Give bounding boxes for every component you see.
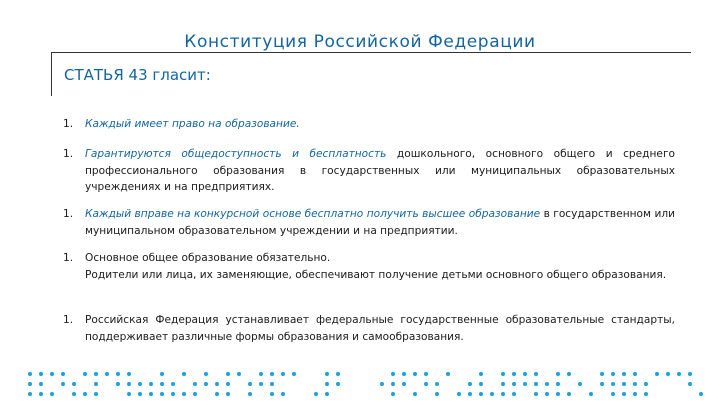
dot	[622, 392, 626, 396]
list-item	[63, 250, 675, 283]
dot	[556, 382, 560, 386]
dot	[182, 372, 186, 376]
dot	[149, 382, 153, 386]
dot	[534, 382, 538, 386]
item-text: дошкольного, основного общего и среднего профессионального образования в государственных или муниципальных образовательных учреждениях и на предприятиях.	[85, 148, 675, 193]
dot	[226, 372, 230, 376]
dot	[512, 392, 516, 396]
dot	[325, 382, 329, 386]
item-number: 1.	[63, 118, 74, 130]
dot	[523, 372, 527, 376]
dot	[424, 372, 428, 376]
dot	[28, 382, 32, 386]
item-highlight: Гарантируются общедоступность и бесплатность	[85, 148, 387, 160]
dot	[391, 392, 395, 396]
dot	[50, 372, 54, 376]
dot	[380, 382, 384, 386]
dot	[160, 372, 164, 376]
dot	[501, 382, 505, 386]
dot	[600, 382, 604, 386]
dot	[237, 372, 241, 376]
dot	[490, 392, 494, 396]
dot	[556, 372, 560, 376]
item-number: 1.	[63, 148, 74, 160]
dot	[116, 372, 120, 376]
dot	[61, 372, 65, 376]
dot	[314, 392, 318, 396]
dot	[611, 392, 615, 396]
dot	[402, 382, 406, 386]
dot	[182, 392, 186, 396]
dot	[534, 372, 538, 376]
dot	[259, 382, 263, 386]
dot	[578, 382, 582, 386]
dot	[611, 372, 615, 376]
dot	[138, 382, 142, 386]
dot	[127, 382, 131, 386]
dot	[94, 382, 98, 386]
dot	[292, 372, 296, 376]
dot	[116, 382, 120, 386]
list-item	[63, 146, 675, 196]
dot	[600, 372, 604, 376]
dot	[215, 392, 219, 396]
dot	[160, 382, 164, 386]
dot	[391, 382, 395, 386]
list-item	[63, 312, 675, 345]
decorative-dot-pattern	[0, 360, 720, 405]
dot	[138, 392, 142, 396]
dot	[622, 372, 626, 376]
dot	[567, 372, 571, 376]
dot	[677, 372, 681, 376]
item-number: 1.	[63, 252, 74, 264]
dot	[248, 382, 252, 386]
dot	[556, 392, 560, 396]
dot	[171, 382, 175, 386]
dot	[127, 372, 131, 376]
dot	[523, 382, 527, 386]
item-number: 1.	[63, 314, 74, 326]
dot	[611, 382, 615, 386]
dot	[270, 382, 274, 386]
item-text: в государственном или муниципальном образовательном учреждении и на предприятии.	[85, 208, 675, 237]
dot	[468, 382, 472, 386]
dot	[28, 392, 32, 396]
dot	[644, 382, 648, 386]
dot	[259, 372, 263, 376]
list-item	[63, 116, 675, 133]
item-highlight: Каждый имеет право на образование.	[85, 118, 300, 130]
dot	[72, 392, 76, 396]
dot	[193, 392, 197, 396]
item-text: Родители или лица, их заменяющие, обеспечивают получение детьми основного общего образования.	[85, 268, 667, 281]
dot	[413, 372, 417, 376]
dot	[479, 392, 483, 396]
dot	[435, 382, 439, 386]
dot	[248, 392, 252, 396]
dot	[512, 372, 516, 376]
item-highlight: Каждый вправе на конкурсной основе бесплатно получить высшее образование	[85, 208, 541, 220]
dot	[633, 372, 637, 376]
list-item	[63, 206, 675, 239]
page-title: Конституция Российской Федерации	[184, 32, 536, 52]
dot	[655, 372, 659, 376]
dot	[567, 392, 571, 396]
dot	[226, 382, 230, 386]
dot	[215, 382, 219, 386]
dot	[468, 392, 472, 396]
dot	[270, 392, 274, 396]
item-text: Основное общее образование обязательно.	[85, 252, 331, 264]
dot	[325, 372, 329, 376]
dot	[402, 372, 406, 376]
dot	[325, 392, 329, 396]
dot	[204, 372, 208, 376]
dot	[336, 382, 340, 386]
dot	[127, 392, 131, 396]
dot	[435, 392, 439, 396]
dot	[336, 372, 340, 376]
dot	[83, 392, 87, 396]
dot	[39, 372, 43, 376]
dot	[413, 392, 417, 396]
dot	[457, 392, 461, 396]
dot	[545, 382, 549, 386]
dot	[94, 392, 98, 396]
dot	[699, 392, 703, 396]
dot	[633, 392, 637, 396]
dot	[72, 382, 76, 386]
dot	[39, 392, 43, 396]
dot	[61, 382, 65, 386]
dot	[171, 392, 175, 396]
dot	[160, 392, 164, 396]
dot	[39, 382, 43, 386]
article-heading: СТАТЬЯ 43 гласит:	[64, 66, 211, 84]
dot	[644, 392, 648, 396]
dot	[83, 372, 87, 376]
dot	[94, 372, 98, 376]
dot	[281, 392, 285, 396]
dot	[666, 372, 670, 376]
dot	[226, 392, 230, 396]
dot	[479, 372, 483, 376]
dot	[204, 382, 208, 386]
dot	[633, 382, 637, 386]
dot	[193, 382, 197, 386]
dot	[424, 382, 428, 386]
dot	[501, 372, 505, 376]
dot	[281, 372, 285, 376]
dot	[446, 372, 450, 376]
dot	[622, 382, 626, 386]
dot	[589, 392, 593, 396]
dot	[688, 372, 692, 376]
dot	[501, 392, 505, 396]
dot	[270, 372, 274, 376]
dot	[688, 382, 692, 386]
dot	[512, 382, 516, 386]
dot	[50, 392, 54, 396]
item-number: 1.	[63, 208, 74, 220]
dot	[534, 392, 538, 396]
dot	[28, 372, 32, 376]
dot	[545, 392, 549, 396]
item-text: Российская Федерация устанавливает федеральные государственные образовательные стандарты, поддерживает различные формы образования и самообразования.	[85, 314, 675, 343]
dot	[479, 382, 483, 386]
dot	[105, 372, 109, 376]
dot	[149, 392, 153, 396]
dot	[391, 372, 395, 376]
